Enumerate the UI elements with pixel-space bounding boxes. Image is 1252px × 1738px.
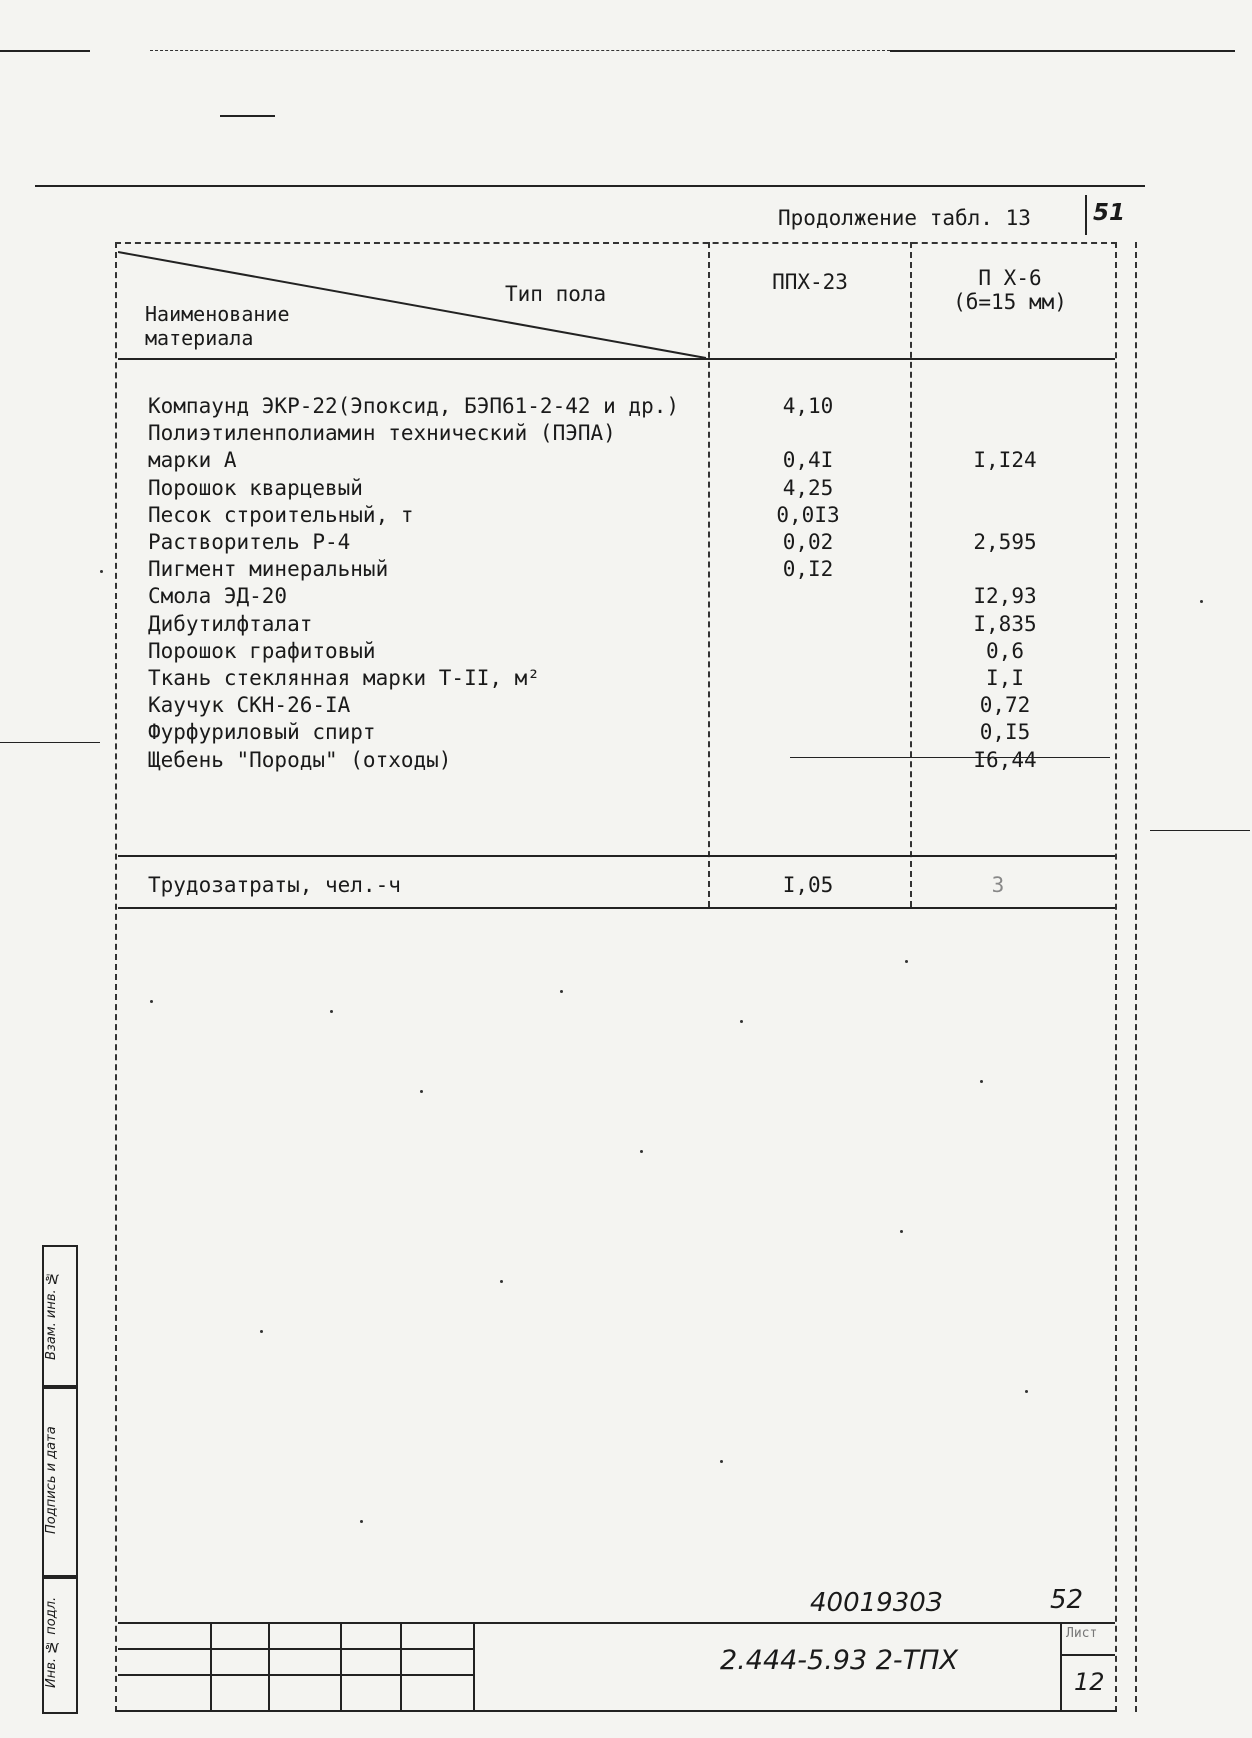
labor-value-1: I,05 (782, 873, 834, 897)
top-edge-dashes (150, 50, 890, 51)
table-row-name: Пигмент минеральный (148, 557, 389, 581)
stamp-col-5 (473, 1622, 475, 1710)
side-label-1: Взам. инв. № (44, 1270, 59, 1360)
table-row-name: Компаунд ЭКР-22(Эпоксид, БЭП61-2-42 и др.) (148, 394, 680, 418)
col-divider-1 (708, 242, 710, 907)
scan-speck (500, 1280, 503, 1283)
scan-speck (360, 1520, 363, 1523)
frame-top (115, 242, 1117, 244)
scan-speck (560, 990, 563, 993)
page-mark-divider (1085, 195, 1087, 235)
side-label-3: Инв. № подл. (44, 1596, 59, 1689)
table-row-value-2: 0,I5 (979, 720, 1031, 744)
handwritten-page-number: 52 (1050, 1585, 1084, 1615)
stamp-row-1 (118, 1648, 473, 1650)
page-top-rule (35, 185, 1145, 187)
scan-speck (420, 1090, 423, 1093)
sheet-label: Лист (1066, 1626, 1098, 1641)
corner-top-label: Тип пола (505, 282, 607, 306)
col-divider-2 (910, 242, 912, 907)
page-mark: 51 (1093, 200, 1126, 226)
table-row-value-1: 0,4I (782, 448, 834, 472)
scan-speck (640, 1150, 643, 1153)
labor-top-rule (118, 855, 1115, 857)
corner-bottom-label: Наименование материала (145, 302, 290, 350)
table-row-value-2: I,I (986, 666, 1024, 690)
table-row-name: Песок строительный, т (148, 503, 414, 527)
scan-speck (905, 960, 908, 963)
side-label-2: Подпись и дата (44, 1426, 59, 1534)
labor-label: Трудозатраты, чел.-ч (148, 873, 401, 897)
top-short-line (220, 115, 275, 117)
table-row-value-2: I,835 (973, 612, 1037, 636)
column-header-1: ППХ-23 (772, 270, 848, 294)
stamp-col-1 (210, 1622, 212, 1710)
scan-speck (1200, 600, 1203, 603)
sheet-rule (1060, 1654, 1115, 1656)
sheet-divider (1060, 1622, 1062, 1710)
stray-line-1 (790, 757, 1110, 758)
table-row-name: Смола ЭД-20 (148, 584, 288, 608)
table-row-name: Фурфуриловый спирт (148, 720, 376, 744)
table-row-value-2: 0,72 (979, 693, 1031, 717)
top-right-line (890, 50, 1235, 52)
scan-speck (330, 1010, 333, 1013)
column-header-2: П Х-6 (б=15 мм) (953, 266, 1067, 314)
scan-speck (100, 570, 103, 573)
frame-right (1115, 242, 1117, 1712)
continuation-label: Продолжение табл. 13 (778, 206, 1031, 230)
stamp-row-2 (118, 1674, 473, 1676)
table-row-value-2: 2,595 (973, 530, 1037, 554)
scan-speck (150, 1000, 153, 1003)
scan-speck (1025, 1390, 1028, 1393)
stray-line-3 (1150, 830, 1250, 831)
document-code: 2.444-5.93 2-ТПХ (720, 1645, 958, 1676)
table-row-value-1: 4,10 (782, 394, 834, 418)
frame-right-outer (1135, 242, 1137, 1712)
sheet-number: 12 (1074, 1668, 1105, 1696)
scan-speck (980, 1080, 983, 1083)
scan-speck (720, 1460, 723, 1463)
table-row-name: Порошок кварцевый (148, 476, 363, 500)
table-row-value-1: 0,I2 (782, 557, 834, 581)
table-row-name: Щебень "Породы" (отходы) (148, 748, 452, 772)
table-row-value-2: I,I24 (973, 448, 1037, 472)
table-row-name: Каучук СКН-26-IА (148, 693, 351, 717)
handwritten-inventory-number: 4001930З (810, 1588, 943, 1618)
top-edge-line (0, 50, 90, 52)
table-row-value-2: I2,93 (973, 584, 1037, 608)
frame-bottom (115, 1710, 1117, 1712)
table-row-value-2: I6,44 (973, 748, 1037, 772)
table-row-value-1: 0,0I3 (776, 503, 840, 527)
table-row-value-1: 0,02 (782, 530, 834, 554)
labor-bottom-rule (118, 907, 1115, 909)
scan-speck (260, 1330, 263, 1333)
table-row-name: Ткань стеклянная марки Т-II, м² (148, 666, 540, 690)
table-row-name: Порошок графитовый (148, 639, 376, 663)
scan-speck (740, 1020, 743, 1023)
stamp-col-2 (268, 1622, 270, 1710)
table-row-name: Растворитель Р-4 (148, 530, 351, 554)
stamp-col-3 (340, 1622, 342, 1710)
header-bottom-rule (118, 358, 1115, 360)
table-row-name: Полиэтиленполиамин технический (ПЭПА) (148, 421, 616, 445)
table-row-name: Дибутилфталат (148, 612, 313, 636)
table-row-value-1: 4,25 (782, 476, 834, 500)
scan-speck (900, 1230, 903, 1233)
table-row-value-2: 0,6 (986, 639, 1024, 663)
frame-left (115, 242, 117, 1712)
table-row-name: марки А (148, 448, 237, 472)
stamp-col-4 (400, 1622, 402, 1710)
stray-line-2 (0, 742, 100, 743)
labor-value-2: 3 (991, 873, 1005, 897)
